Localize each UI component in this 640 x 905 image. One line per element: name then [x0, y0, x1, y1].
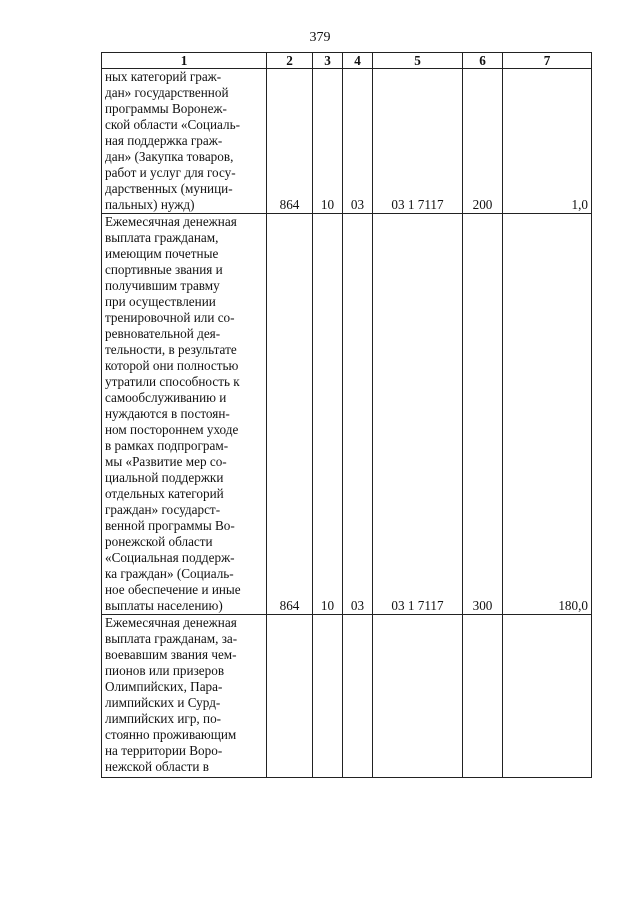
table-row [102, 69, 592, 214]
description-line: Олимпийских, Пара- [105, 679, 223, 694]
header-row [102, 53, 592, 69]
cell-col6: 200 [463, 69, 503, 214]
description-line: дарственных (муници- [105, 181, 233, 196]
cell-col5: 03 1 7117 [373, 214, 463, 615]
table-row [102, 214, 592, 615]
description-line: ных категорий граж- [105, 69, 222, 84]
description-line: получившим травму [105, 278, 220, 293]
description-line: ном постороннем уходе [105, 422, 239, 437]
description-line: ное обеспечение и иные [105, 582, 241, 597]
column-header-4: 4 [343, 53, 373, 69]
description-line: на территории Воро- [105, 743, 223, 758]
cell-col3 [313, 615, 343, 778]
description-line: граждан» государст- [105, 502, 221, 517]
cell-col6: 300 [463, 214, 503, 615]
description-line: ка граждан» (Социаль- [105, 566, 234, 581]
column-header-1: 1 [102, 53, 267, 69]
cell-col2: 864 [267, 69, 313, 214]
description-line: выплаты населению) [105, 598, 223, 613]
description-line: пальных) нужд) [105, 197, 195, 212]
description-line: тренировочной или со- [105, 310, 235, 325]
cell-col2 [267, 615, 313, 778]
description-line: лимпийских игр, по- [105, 711, 222, 726]
description-line: ная поддержка граж- [105, 133, 223, 148]
cell-col7 [503, 615, 592, 778]
description-line: дан» государственной [105, 85, 229, 100]
description-line: работ и услуг для госу- [105, 165, 236, 180]
description-line: Ежемесячная денежная [105, 615, 237, 630]
description-line: «Социальная поддерж- [105, 550, 235, 565]
description-line: пионов или призеров [105, 663, 225, 678]
description-line: стоянно проживающим [105, 727, 237, 742]
table-row [102, 615, 592, 778]
cell-col6 [463, 615, 503, 778]
description-line: воевавшим звания чем- [105, 647, 237, 662]
cell-col4: 03 [343, 214, 373, 615]
description-line: ревновательной дея- [105, 326, 221, 341]
cell-col7: 1,0 [503, 69, 592, 214]
description-line: тельности, в результате [105, 342, 237, 357]
page-number: 379 [309, 30, 331, 45]
description-line: самообслуживанию и [105, 390, 227, 405]
description-line: выплата гражданам, [105, 230, 219, 245]
column-header-5: 5 [373, 53, 463, 69]
description-line: Ежемесячная денежная [105, 214, 237, 229]
description-line: отдельных категорий [105, 486, 224, 501]
cell-col5 [373, 615, 463, 778]
description-line: в рамках подпрограм- [105, 438, 229, 453]
cell-col2: 864 [267, 214, 313, 615]
row-description [102, 214, 267, 615]
cell-col4: 03 [343, 69, 373, 214]
column-header-3: 3 [313, 53, 343, 69]
description-line: ронежской области [105, 534, 213, 549]
column-header-7: 7 [503, 53, 592, 69]
description-line: мы «Развитие мер со- [105, 454, 227, 469]
cell-col3: 10 [313, 69, 343, 214]
description-line: дан» (Закупка товаров, [105, 149, 234, 164]
description-line: которой они полностью [105, 358, 239, 373]
row-description [102, 615, 267, 778]
description-line: спортивные звания и [105, 262, 223, 277]
row-description [102, 69, 267, 214]
description-line: программы Воронеж- [105, 101, 227, 116]
description-line: имеющим почетные [105, 246, 219, 261]
column-header-2: 2 [267, 53, 313, 69]
cell-col7: 180,0 [503, 214, 592, 615]
description-line: нежской области в [105, 759, 209, 774]
cell-col3: 10 [313, 214, 343, 615]
column-header-6: 6 [463, 53, 503, 69]
description-line: нуждаются в постоян- [105, 406, 230, 421]
description-line: выплата гражданам, за- [105, 631, 238, 646]
budget-table [101, 52, 592, 778]
description-line: ской области «Социаль- [105, 117, 240, 132]
cell-col4 [343, 615, 373, 778]
cell-col5: 03 1 7117 [373, 69, 463, 214]
description-line: при осуществлении [105, 294, 216, 309]
description-line: утратили способность к [105, 374, 240, 389]
description-line: циальной поддержки [105, 470, 224, 485]
description-line: венной программы Во- [105, 518, 235, 533]
description-line: лимпийских и Сурд- [105, 695, 221, 710]
